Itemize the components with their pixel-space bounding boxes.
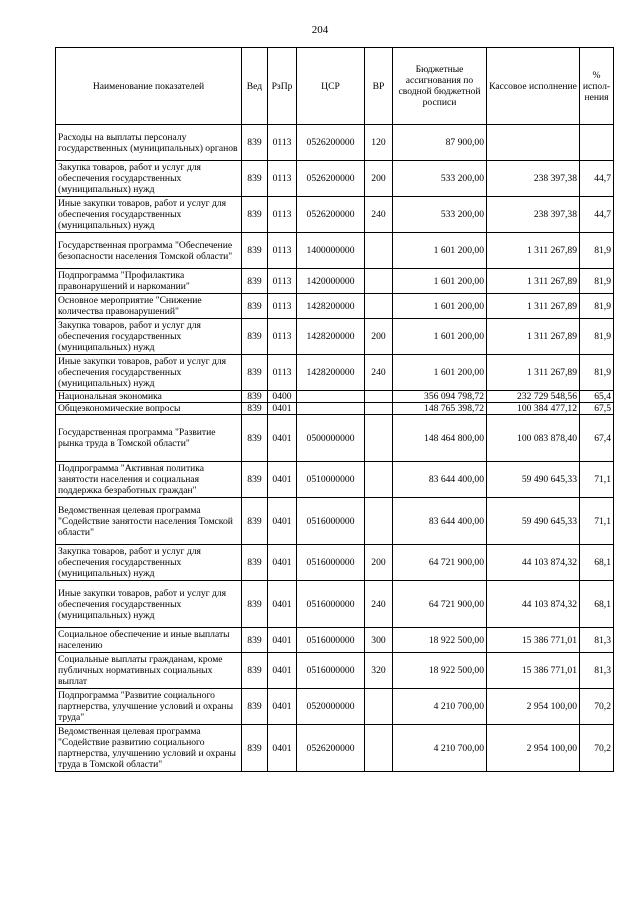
cell-csr: 0510000000	[297, 462, 365, 498]
cell-ved: 839	[242, 161, 268, 197]
cell-ved: 839	[242, 689, 268, 725]
cell-budget: 533 200,00	[393, 197, 487, 233]
cell-rzpr: 0113	[268, 294, 297, 319]
table-row	[56, 294, 614, 319]
header-vr: ВР	[365, 48, 393, 125]
cell-cash: 232 729 548,56	[487, 391, 580, 403]
cell-budget: 148 765 398,72	[393, 403, 487, 415]
cell-vr: 320	[365, 653, 393, 689]
table-row	[56, 628, 614, 653]
header-ved: Вед	[242, 48, 268, 125]
cell-budget: 356 094 798,72	[393, 391, 487, 403]
cell-csr: 0526200000	[297, 125, 365, 161]
cell-name: Иные закупки товаров, работ и услуг для обеспечения государственных (муниципальных) нужд	[56, 581, 242, 628]
cell-cash: 1 311 267,89	[487, 269, 580, 294]
cell-budget: 4 210 700,00	[393, 689, 487, 725]
cell-rzpr: 0113	[268, 233, 297, 269]
cell-vr	[365, 498, 393, 545]
table-row	[56, 498, 614, 545]
cell-cash: 238 397,38	[487, 197, 580, 233]
table-header-row	[56, 48, 614, 125]
cell-name: Социальные выплаты гражданам, кроме публичных нормативных социальных выплат	[56, 653, 242, 689]
cell-name: Закупка товаров, работ и услуг для обеспечения государственных (муниципальных) нужд	[56, 319, 242, 355]
cell-pct: 71,1	[580, 462, 614, 498]
cell-budget: 1 601 200,00	[393, 355, 487, 391]
cell-cash: 1 311 267,89	[487, 355, 580, 391]
header-budget: Бюджетные ассигнования по сводной бюджетной росписи	[393, 48, 487, 125]
cell-cash: 1 311 267,89	[487, 233, 580, 269]
cell-rzpr: 0400	[268, 391, 297, 403]
cell-rzpr: 0401	[268, 628, 297, 653]
cell-cash: 2 954 100,00	[487, 689, 580, 725]
header-csr: ЦСР	[297, 48, 365, 125]
cell-pct: 65,4	[580, 391, 614, 403]
cell-budget: 83 644 400,00	[393, 462, 487, 498]
table-row	[56, 233, 614, 269]
cell-pct: 70,2	[580, 689, 614, 725]
cell-vr	[365, 269, 393, 294]
cell-vr: 200	[365, 161, 393, 197]
cell-csr: 0516000000	[297, 545, 365, 581]
cell-cash: 59 490 645,33	[487, 462, 580, 498]
cell-ved: 839	[242, 403, 268, 415]
cell-rzpr: 0401	[268, 581, 297, 628]
cell-ved: 839	[242, 125, 268, 161]
cell-name: Национальная экономика	[56, 391, 242, 403]
cell-csr: 1400000000	[297, 233, 365, 269]
cell-budget: 83 644 400,00	[393, 498, 487, 545]
cell-pct: 68,1	[580, 545, 614, 581]
cell-budget: 18 922 500,00	[393, 653, 487, 689]
cell-pct: 67,4	[580, 415, 614, 462]
cell-vr	[365, 462, 393, 498]
cell-rzpr: 0401	[268, 403, 297, 415]
cell-budget: 87 900,00	[393, 125, 487, 161]
cell-budget: 18 922 500,00	[393, 628, 487, 653]
cell-name: Подпрограмма "Активная политика занятости населения и социальная поддержка безработных граждан"	[56, 462, 242, 498]
cell-pct: 71,1	[580, 498, 614, 545]
cell-pct: 81,9	[580, 355, 614, 391]
cell-cash: 44 103 874,32	[487, 545, 580, 581]
cell-cash: 100 083 878,40	[487, 415, 580, 462]
cell-csr	[297, 391, 365, 403]
table-row	[56, 581, 614, 628]
cell-ved: 839	[242, 294, 268, 319]
cell-vr	[365, 725, 393, 772]
cell-rzpr: 0113	[268, 125, 297, 161]
cell-csr: 1428200000	[297, 355, 365, 391]
cell-name: Ведомственная целевая программа "Содействие развитию социального партнерства, улучшению условий и охраны труда в Томской области"	[56, 725, 242, 772]
cell-vr: 200	[365, 545, 393, 581]
cell-name: Закупка товаров, работ и услуг для обеспечения государственных (муниципальных) нужд	[56, 161, 242, 197]
cell-cash: 15 386 771,01	[487, 653, 580, 689]
header-rzpr: РзПр	[268, 48, 297, 125]
cell-vr: 300	[365, 628, 393, 653]
cell-pct: 44,7	[580, 161, 614, 197]
cell-pct: 81,9	[580, 233, 614, 269]
cell-budget: 148 464 800,00	[393, 415, 487, 462]
page-number: 204	[311, 24, 329, 36]
cell-pct: 68,1	[580, 581, 614, 628]
cell-pct: 44,7	[580, 197, 614, 233]
cell-name: Основное мероприятие "Снижение количества правонарушений"	[56, 294, 242, 319]
cell-rzpr: 0401	[268, 653, 297, 689]
cell-vr	[365, 294, 393, 319]
cell-csr: 0516000000	[297, 581, 365, 628]
cell-ved: 839	[242, 197, 268, 233]
cell-csr: 1428200000	[297, 294, 365, 319]
cell-cash: 1 311 267,89	[487, 294, 580, 319]
cell-pct: 81,9	[580, 319, 614, 355]
cell-budget: 1 601 200,00	[393, 319, 487, 355]
cell-pct	[580, 125, 614, 161]
cell-name: Общеэкономические вопросы	[56, 403, 242, 415]
cell-pct: 81,9	[580, 269, 614, 294]
cell-name: Закупка товаров, работ и услуг для обеспечения государственных (муниципальных) нужд	[56, 545, 242, 581]
table-row	[56, 125, 614, 161]
cell-name: Подпрограмма "Развитие социального партнерства, улучшение условий и охраны труда"	[56, 689, 242, 725]
table-row	[56, 355, 614, 391]
cell-rzpr: 0401	[268, 725, 297, 772]
cell-name: Ведомственная целевая программа "Содействие занятости населения Томской области"	[56, 498, 242, 545]
table-row	[56, 415, 614, 462]
cell-ved: 839	[242, 391, 268, 403]
cell-budget: 1 601 200,00	[393, 269, 487, 294]
table-body	[56, 125, 614, 772]
cell-csr: 0516000000	[297, 498, 365, 545]
cell-ved: 839	[242, 355, 268, 391]
cell-name: Иные закупки товаров, работ и услуг для обеспечения государственных (муниципальных) нужд	[56, 197, 242, 233]
cell-vr	[365, 415, 393, 462]
cell-cash: 59 490 645,33	[487, 498, 580, 545]
cell-ved: 839	[242, 415, 268, 462]
table-row	[56, 319, 614, 355]
table-row	[56, 545, 614, 581]
cell-name: Государственная программа "Обеспечение безопасности населения Томской области"	[56, 233, 242, 269]
cell-name: Государственная программа "Развитие рынка труда в Томской области"	[56, 415, 242, 462]
table-row	[56, 462, 614, 498]
cell-ved: 839	[242, 581, 268, 628]
cell-rzpr: 0113	[268, 269, 297, 294]
cell-rzpr: 0113	[268, 197, 297, 233]
cell-ved: 839	[242, 725, 268, 772]
table-row	[56, 197, 614, 233]
cell-vr: 200	[365, 319, 393, 355]
cell-vr	[365, 403, 393, 415]
cell-ved: 839	[242, 498, 268, 545]
cell-pct: 81,9	[580, 294, 614, 319]
cell-budget: 4 210 700,00	[393, 725, 487, 772]
cell-budget: 1 601 200,00	[393, 294, 487, 319]
cell-csr: 0500000000	[297, 415, 365, 462]
cell-vr	[365, 233, 393, 269]
table-row	[56, 269, 614, 294]
cell-cash: 100 384 477,12	[487, 403, 580, 415]
cell-cash: 238 397,38	[487, 161, 580, 197]
table-row	[56, 653, 614, 689]
cell-pct: 70,2	[580, 725, 614, 772]
table-row	[56, 161, 614, 197]
cell-rzpr: 0113	[268, 355, 297, 391]
header-cash: Кассовое исполнение	[487, 48, 580, 125]
cell-vr	[365, 689, 393, 725]
cell-cash: 15 386 771,01	[487, 628, 580, 653]
cell-rzpr: 0113	[268, 319, 297, 355]
cell-ved: 839	[242, 269, 268, 294]
table-row	[56, 689, 614, 725]
cell-cash: 44 103 874,32	[487, 581, 580, 628]
cell-cash: 1 311 267,89	[487, 319, 580, 355]
cell-csr: 0526200000	[297, 161, 365, 197]
cell-rzpr: 0401	[268, 689, 297, 725]
cell-cash: 2 954 100,00	[487, 725, 580, 772]
cell-ved: 839	[242, 628, 268, 653]
cell-vr: 240	[365, 355, 393, 391]
cell-csr: 0526200000	[297, 197, 365, 233]
cell-name: Иные закупки товаров, работ и услуг для обеспечения государственных (муниципальных) нужд	[56, 355, 242, 391]
cell-rzpr: 0401	[268, 498, 297, 545]
cell-budget: 533 200,00	[393, 161, 487, 197]
budget-table	[55, 47, 614, 772]
cell-csr: 0516000000	[297, 653, 365, 689]
cell-vr	[365, 391, 393, 403]
cell-cash	[487, 125, 580, 161]
table-row	[56, 391, 614, 403]
table-row	[56, 725, 614, 772]
header-name: Наименование показателей	[56, 48, 242, 125]
cell-rzpr: 0113	[268, 161, 297, 197]
cell-ved: 839	[242, 545, 268, 581]
header-pct: % испол-нения	[580, 48, 614, 125]
cell-ved: 839	[242, 462, 268, 498]
cell-name: Подпрограмма "Профилактика правонарушений и наркомании"	[56, 269, 242, 294]
cell-ved: 839	[242, 233, 268, 269]
cell-pct: 81,3	[580, 628, 614, 653]
cell-csr	[297, 403, 365, 415]
table-row	[56, 403, 614, 415]
cell-budget: 64 721 900,00	[393, 545, 487, 581]
cell-pct: 81,3	[580, 653, 614, 689]
cell-pct: 67,5	[580, 403, 614, 415]
cell-csr: 1420000000	[297, 269, 365, 294]
cell-ved: 839	[242, 319, 268, 355]
cell-rzpr: 0401	[268, 545, 297, 581]
cell-name: Социальное обеспечение и иные выплаты населению	[56, 628, 242, 653]
cell-ved: 839	[242, 653, 268, 689]
cell-rzpr: 0401	[268, 415, 297, 462]
cell-csr: 0526200000	[297, 725, 365, 772]
cell-vr: 120	[365, 125, 393, 161]
cell-csr: 0516000000	[297, 628, 365, 653]
cell-budget: 1 601 200,00	[393, 233, 487, 269]
cell-csr: 0520000000	[297, 689, 365, 725]
cell-vr: 240	[365, 581, 393, 628]
cell-csr: 1428200000	[297, 319, 365, 355]
cell-budget: 64 721 900,00	[393, 581, 487, 628]
cell-rzpr: 0401	[268, 462, 297, 498]
cell-vr: 240	[365, 197, 393, 233]
cell-name: Расходы на выплаты персоналу государственных (муниципальных) органов	[56, 125, 242, 161]
